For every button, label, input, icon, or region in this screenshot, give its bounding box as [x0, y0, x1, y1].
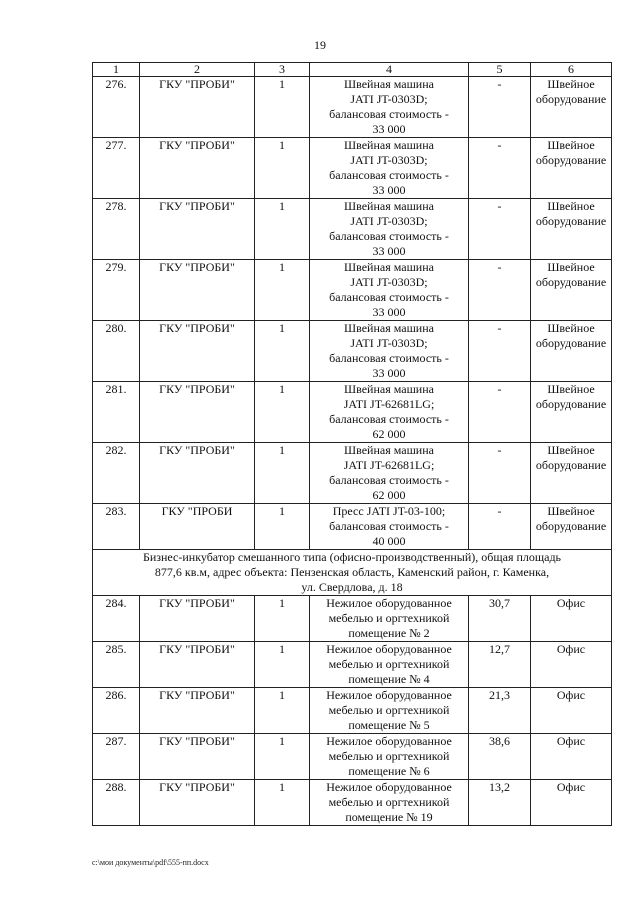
purpose-cell: Офис	[531, 688, 612, 734]
quantity-cell: 1	[255, 734, 310, 780]
header-cell: 4	[310, 63, 469, 77]
description-cell: Нежилое оборудованное мебелью и оргтехникой помещение № 6	[310, 734, 469, 780]
description-cell: Швейная машина JATI JT-0303D; балансовая стоимость - 33 000	[310, 260, 469, 321]
organization-cell: ГКУ "ПРОБИ"	[140, 382, 255, 443]
purpose-cell: Швейное оборудование	[531, 77, 612, 138]
organization-cell: ГКУ "ПРОБИ"	[140, 596, 255, 642]
organization-cell: ГКУ "ПРОБИ"	[140, 734, 255, 780]
description-cell: Швейная машина JATI JT-0303D; балансовая стоимость - 33 000	[310, 77, 469, 138]
table-row	[93, 642, 612, 688]
purpose-cell: Швейное оборудование	[531, 260, 612, 321]
organization-cell: ГКУ "ПРОБИ"	[140, 321, 255, 382]
area-cell: 13,2	[469, 780, 531, 826]
header-row	[93, 63, 612, 77]
area-cell: -	[469, 138, 531, 199]
purpose-cell: Офис	[531, 642, 612, 688]
quantity-cell: 1	[255, 77, 310, 138]
property-table	[92, 62, 612, 826]
table-row	[93, 199, 612, 260]
purpose-cell: Швейное оборудование	[531, 382, 612, 443]
table-row	[93, 780, 612, 826]
quantity-cell: 1	[255, 138, 310, 199]
header-cell: 5	[469, 63, 531, 77]
table-row	[93, 138, 612, 199]
table-row	[93, 260, 612, 321]
organization-cell: ГКУ "ПРОБИ"	[140, 138, 255, 199]
table-row	[93, 596, 612, 642]
row-number-cell: 287.	[93, 734, 140, 780]
table-row	[93, 443, 612, 504]
quantity-cell: 1	[255, 321, 310, 382]
description-cell: Швейная машина JATI JT-62681LG; балансовая стоимость - 62 000	[310, 382, 469, 443]
area-cell: -	[469, 443, 531, 504]
purpose-cell: Швейное оборудование	[531, 199, 612, 260]
description-cell: Швейная машина JATI JT-0303D; балансовая стоимость - 33 000	[310, 138, 469, 199]
area-cell: -	[469, 260, 531, 321]
section-row	[93, 550, 612, 596]
purpose-cell: Офис	[531, 734, 612, 780]
area-cell: -	[469, 382, 531, 443]
area-cell: -	[469, 199, 531, 260]
header-cell: 3	[255, 63, 310, 77]
area-cell: 12,7	[469, 642, 531, 688]
row-number-cell: 286.	[93, 688, 140, 734]
description-cell: Нежилое оборудованное мебелью и оргтехникой помещение № 5	[310, 688, 469, 734]
purpose-cell: Швейное оборудование	[531, 138, 612, 199]
row-number-cell: 288.	[93, 780, 140, 826]
area-cell: 30,7	[469, 596, 531, 642]
quantity-cell: 1	[255, 504, 310, 550]
table-row	[93, 504, 612, 550]
row-number-cell: 283.	[93, 504, 140, 550]
row-number-cell: 277.	[93, 138, 140, 199]
quantity-cell: 1	[255, 443, 310, 504]
organization-cell: ГКУ "ПРОБИ"	[140, 443, 255, 504]
organization-cell: ГКУ "ПРОБИ	[140, 504, 255, 550]
purpose-cell: Швейное оборудование	[531, 321, 612, 382]
table-row	[93, 734, 612, 780]
table-row	[93, 382, 612, 443]
header-cell: 1	[93, 63, 140, 77]
quantity-cell: 1	[255, 596, 310, 642]
purpose-cell: Офис	[531, 780, 612, 826]
organization-cell: ГКУ "ПРОБИ"	[140, 642, 255, 688]
area-cell: -	[469, 77, 531, 138]
page-number: 19	[314, 38, 326, 52]
row-number-cell: 280.	[93, 321, 140, 382]
organization-cell: ГКУ "ПРОБИ"	[140, 688, 255, 734]
table-row	[93, 321, 612, 382]
row-number-cell: 284.	[93, 596, 140, 642]
row-number-cell: 282.	[93, 443, 140, 504]
description-cell: Пресс JATI JT-03-100; балансовая стоимость - 40 000	[310, 504, 469, 550]
footer-file-path: c:\мои документы\pdf\555-пп.docx	[92, 858, 209, 867]
purpose-cell: Швейное оборудование	[531, 504, 612, 550]
header-cell: 2	[140, 63, 255, 77]
table-row	[93, 77, 612, 138]
organization-cell: ГКУ "ПРОБИ"	[140, 780, 255, 826]
organization-cell: ГКУ "ПРОБИ"	[140, 77, 255, 138]
row-number-cell: 279.	[93, 260, 140, 321]
description-cell: Швейная машина JATI JT-0303D; балансовая стоимость - 33 000	[310, 321, 469, 382]
area-cell: -	[469, 504, 531, 550]
purpose-cell: Офис	[531, 596, 612, 642]
table-row	[93, 688, 612, 734]
quantity-cell: 1	[255, 780, 310, 826]
description-cell: Швейная машина JATI JT-62681LG; балансовая стоимость - 62 000	[310, 443, 469, 504]
quantity-cell: 1	[255, 642, 310, 688]
row-number-cell: 285.	[93, 642, 140, 688]
row-number-cell: 281.	[93, 382, 140, 443]
description-cell: Нежилое оборудованное мебелью и оргтехникой помещение № 19	[310, 780, 469, 826]
quantity-cell: 1	[255, 199, 310, 260]
quantity-cell: 1	[255, 688, 310, 734]
section-heading: Бизнес-инкубатор смешанного типа (офисно-производственный), общая площадь 877,6 кв.м, адрес объекта: Пензенская область, Каменский район, г. Каменка, ул. Свердлова, д. 18	[93, 550, 612, 596]
quantity-cell: 1	[255, 260, 310, 321]
area-cell: -	[469, 321, 531, 382]
quantity-cell: 1	[255, 382, 310, 443]
row-number-cell: 278.	[93, 199, 140, 260]
area-cell: 21,3	[469, 688, 531, 734]
row-number-cell: 276.	[93, 77, 140, 138]
organization-cell: ГКУ "ПРОБИ"	[140, 260, 255, 321]
purpose-cell: Швейное оборудование	[531, 443, 612, 504]
area-cell: 38,6	[469, 734, 531, 780]
header-cell: 6	[531, 63, 612, 77]
description-cell: Нежилое оборудованное мебелью и оргтехникой помещение № 4	[310, 642, 469, 688]
description-cell: Нежилое оборудованное мебелью и оргтехникой помещение № 2	[310, 596, 469, 642]
description-cell: Швейная машина JATI JT-0303D; балансовая стоимость - 33 000	[310, 199, 469, 260]
organization-cell: ГКУ "ПРОБИ"	[140, 199, 255, 260]
